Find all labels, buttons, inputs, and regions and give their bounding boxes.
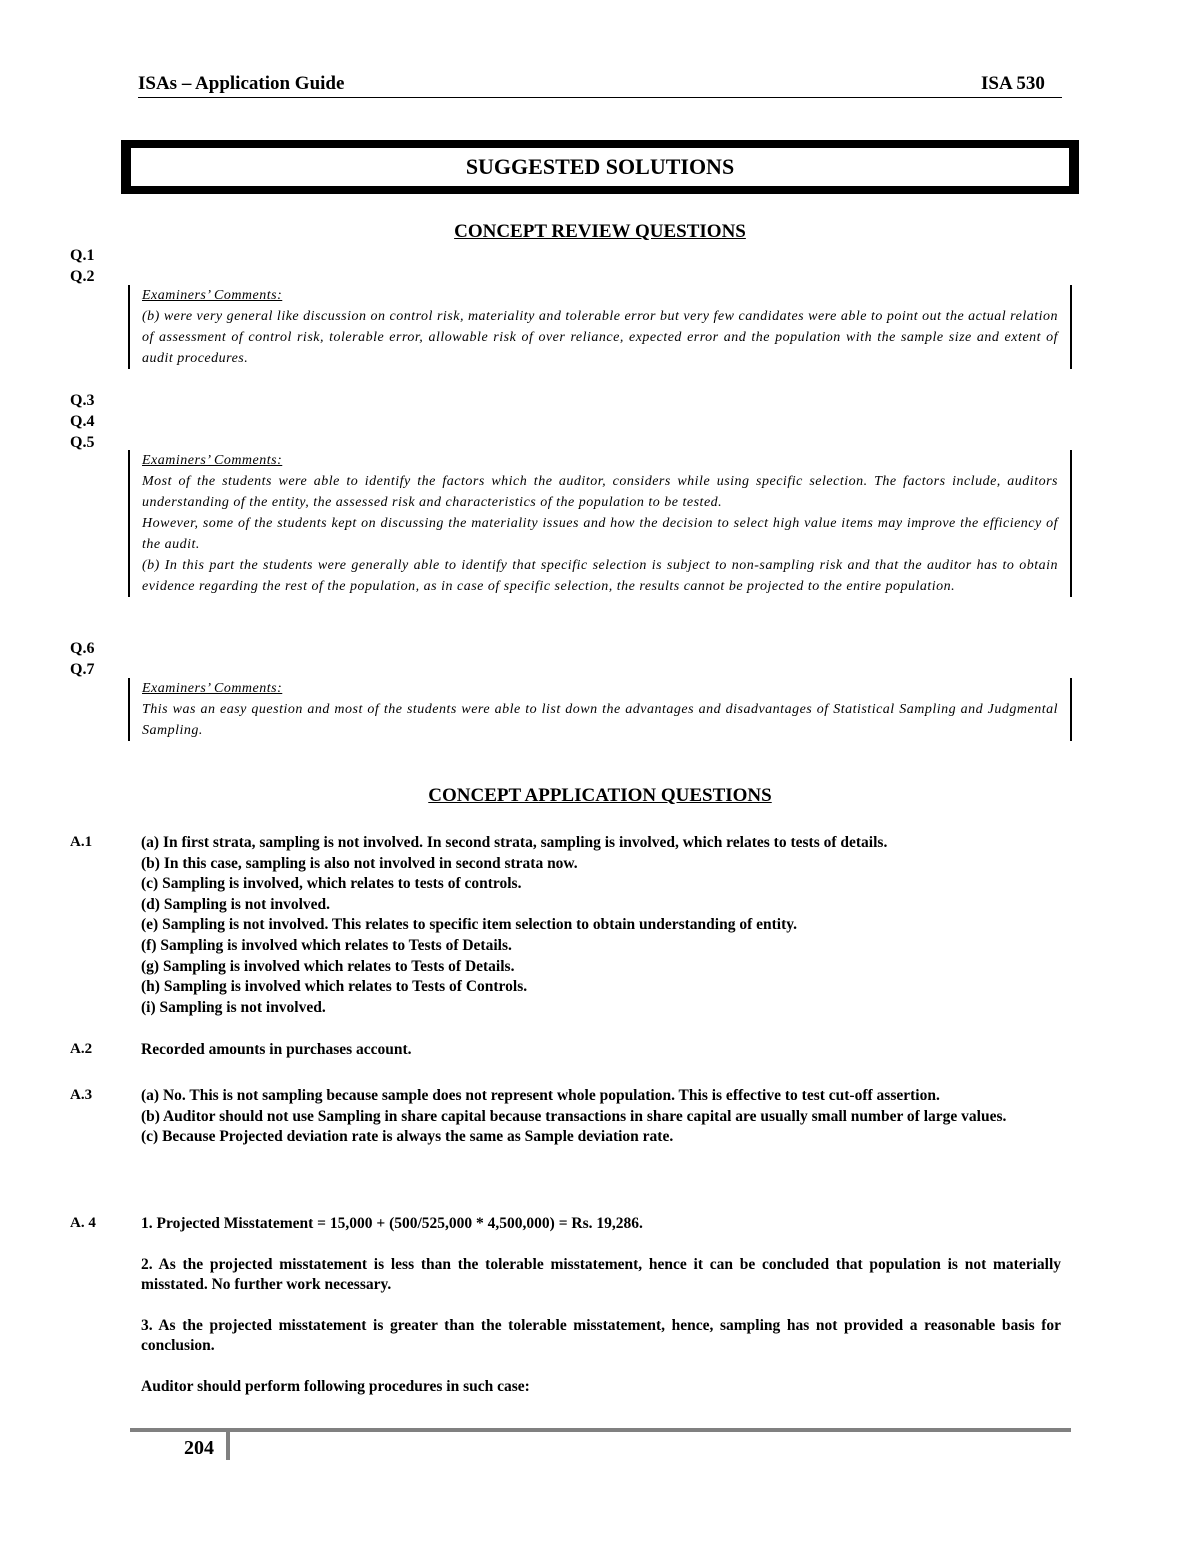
examiners-comment-q2 <box>128 285 1072 369</box>
comment-text: This was an easy question and most of the students were able to list down the advantages and disadvantages of Statistical Sampling and Judgmental Sampling. <box>142 702 1058 738</box>
answer-line: Recorded amounts in purchases account. <box>141 1041 412 1058</box>
answer-line: (f) Sampling is involved which relates to Tests of Details. <box>141 936 512 954</box>
answer-line: (d) Sampling is not involved. <box>141 895 331 913</box>
page-title: SUGGESTED SOLUTIONS <box>465 154 735 179</box>
concept-application-heading: CONCEPT APPLICATION QUESTIONS <box>428 785 772 806</box>
answer-line: (i) Sampling is not involved. <box>141 998 326 1016</box>
page-number: 204 <box>184 1437 214 1459</box>
answer-line: (a) In first strata, sampling is not involved. In second strata, sampling is involved, which relates to tests of details. <box>141 834 888 851</box>
question-label-q3: Q.3 <box>70 392 95 409</box>
answer-line: (h) Sampling is involved which relates to Tests of Controls. <box>141 978 528 996</box>
question-label-q4: Q.4 <box>70 413 95 430</box>
answer-a2 <box>141 1040 1061 1061</box>
header-rule <box>138 97 1062 98</box>
answer-line: (b) In this case, sampling is also not involved in second strata now. <box>141 854 578 872</box>
examiners-comment-q5 <box>128 450 1072 597</box>
answer-a1 <box>141 833 1061 1018</box>
answer-line: (a) No. This is not sampling because sample does not represent whole population. This is effective to test cut-off assertion. <box>141 1087 940 1104</box>
answer-line: (c) Sampling is involved, which relates to tests of controls. <box>141 875 522 893</box>
answer-para: 2. As the projected misstatement is less than the tolerable misstatement, hence it can be concluded that population is not materially misstated. No further work necessary. <box>141 1255 1061 1294</box>
answer-a3 <box>141 1086 1061 1148</box>
question-label-q7: Q.7 <box>70 661 95 678</box>
answer-para: 1. Projected Misstatement = 15,000 + (500/525,000 * 4,500,000) = Rs. 19,286. <box>141 1215 643 1232</box>
question-label-q1: Q.1 <box>70 247 95 264</box>
question-label-q2: Q.2 <box>70 268 95 285</box>
answer-line: (b) Auditor should not use Sampling in share capital because transactions in share capital are usually small number of large values. <box>141 1107 1007 1125</box>
answer-label-a4: A. 4 <box>70 1215 96 1231</box>
answer-label-a3: A.3 <box>70 1087 93 1103</box>
running-header-title: ISAs – Application Guide <box>138 73 345 94</box>
comment-title: Examiners’ Comments: <box>142 288 283 303</box>
answer-para: Auditor should perform following procedures in such case: <box>141 1377 530 1395</box>
comment-text: However, some of the students kept on discussing the materiality issues and how the decision to select high value items may improve the efficiency of the audit. <box>142 516 1058 552</box>
concept-review-heading: CONCEPT REVIEW QUESTIONS <box>454 221 746 242</box>
answer-line: (g) Sampling is involved which relates to Tests of Details. <box>141 957 515 975</box>
answer-line: (c) Because Projected deviation rate is always the same as Sample deviation rate. <box>141 1128 674 1146</box>
answer-label-a2: A.2 <box>70 1041 93 1057</box>
question-label-q6: Q.6 <box>70 640 95 657</box>
comment-title: Examiners’ Comments: <box>142 453 283 468</box>
question-label-q5: Q.5 <box>70 434 95 451</box>
examiners-comment-q7 <box>128 678 1072 741</box>
comment-text: (b) were very general like discussion on control risk, materiality and tolerable error but very few candidates were able to point out the actual relation of assessment of control risk, tolerable error, allowable risk of over reliance, expected error and the population with the sample size and extent of audit procedures. <box>142 309 1058 366</box>
comment-title: Examiners’ Comments: <box>142 681 283 696</box>
running-header-code: ISA 530 <box>981 73 1045 94</box>
answer-label-a1: A.1 <box>70 834 93 850</box>
answer-line: (e) Sampling is not involved. This relates to specific item selection to obtain understanding of entity. <box>141 916 798 934</box>
footer-rule <box>130 1428 1071 1432</box>
comment-text: (b) In this part the students were generally able to identify that specific selection is subject to non-sampling risk and that the auditor has to obtain evidence regarding the rest of the population, as in case of specific selection, the results cannot be projected to the entire population. <box>142 558 1058 594</box>
answer-a4 <box>141 1214 1061 1398</box>
title-box <box>121 140 1079 194</box>
page-number-bar <box>226 1432 230 1460</box>
comment-text: Most of the students were able to identify the factors which the auditor, considers while using specific selection. The factors include, auditors understanding of the entity, the assessed risk and characteristics of the population to be tested. <box>142 474 1058 510</box>
answer-para: 3. As the projected misstatement is greater than the tolerable misstatement, hence, sampling has not provided a reasonable basis for conclusion. <box>141 1316 1061 1355</box>
